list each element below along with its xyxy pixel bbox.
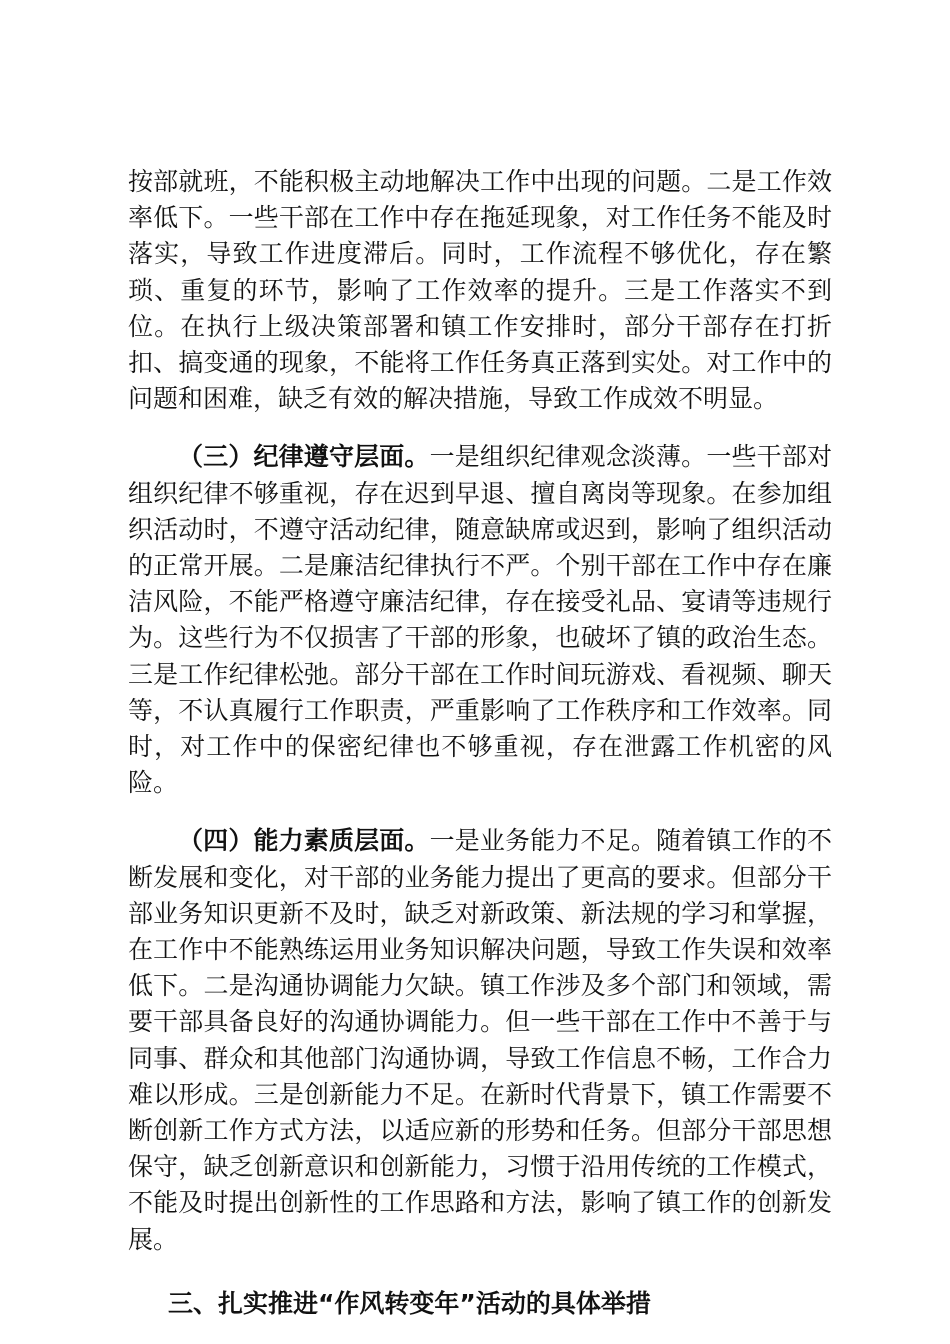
document-body xyxy=(128,164,832,1322)
section-body-ability: 一是业务能力不足。随着镇工作的不断发展和变化，对干部的业务能力提出了更高的要求。但部分干部业务知识更新不及时，缺乏对新政策、新法规的学习和掌握，在工作中不能熟练运用业务知识解决问题，导致工作失误和效率低下。二是沟通协调能力欠缺。镇工作涉及多个部门和领域，需要干部具备良好的沟通协调能力。但一些干部在工作中不善于与同事、群众和其他部门沟通协调，导致工作信息不畅，工作合力难以形成。三是创新能力不足。在新时代背景下，镇工作需要不断创新工作方式方法，以适应新的形势和任务。但部分干部思想保守，缺乏创新意识和创新能力，习惯于沿用传统的工作模式，不能及时提出创新性的工作思路和方法，影响了镇工作的创新发展。 xyxy=(128,826,832,1254)
section-lead-discipline: （三）纪律遵守层面。 xyxy=(178,442,430,472)
section-body-discipline: 一是组织纪律观念淡薄。一些干部对组织纪律不够重视，存在迟到早退、擅自离岗等现象。在参加组织活动时，不遵守活动纪律，随意缺席或迟到，影响了组织活动的正常开展。二是廉洁纪律执行不严。个别干部在工作中存在廉洁风险，不能严格遵守廉洁纪律，存在接受礼品、宴请等违规行为。这些行为不仅损害了干部的形象，也破坏了镇的政治生态。三是工作纪律松弛。部分干部在工作时间玩游戏、看视频、聊天等，不认真履行工作职责，严重影响了工作秩序和工作效率。同时，对工作中的保密纪律也不够重视，存在泄露工作机密的风险。 xyxy=(128,442,832,798)
section-lead-ability: （四）能力素质层面。 xyxy=(178,826,430,856)
section-heading-measures: 三、扎实推进“作风转变年”活动的具体举措 xyxy=(168,1288,651,1318)
paragraph-continuation: 按部就班，不能积极主动地解决工作中出现的问题。二是工作效率低下。一些干部在工作中存在拖延现象，对工作任务不能及时落实，导致工作进度滞后。同时，工作流程不够优化，存在繁琐、重复的环节，影响了工作效率的提升。三是工作落实不到位。在执行上级决策部署和镇工作安排时，部分干部存在打折扣、搞变通的现象，不能将工作任务真正落到实处。对工作中的问题和困难，缺乏有效的解决措施，导致工作成效不明显。 xyxy=(128,167,832,414)
paragraph-ability xyxy=(128,823,832,1257)
paragraph-discipline xyxy=(128,439,832,801)
